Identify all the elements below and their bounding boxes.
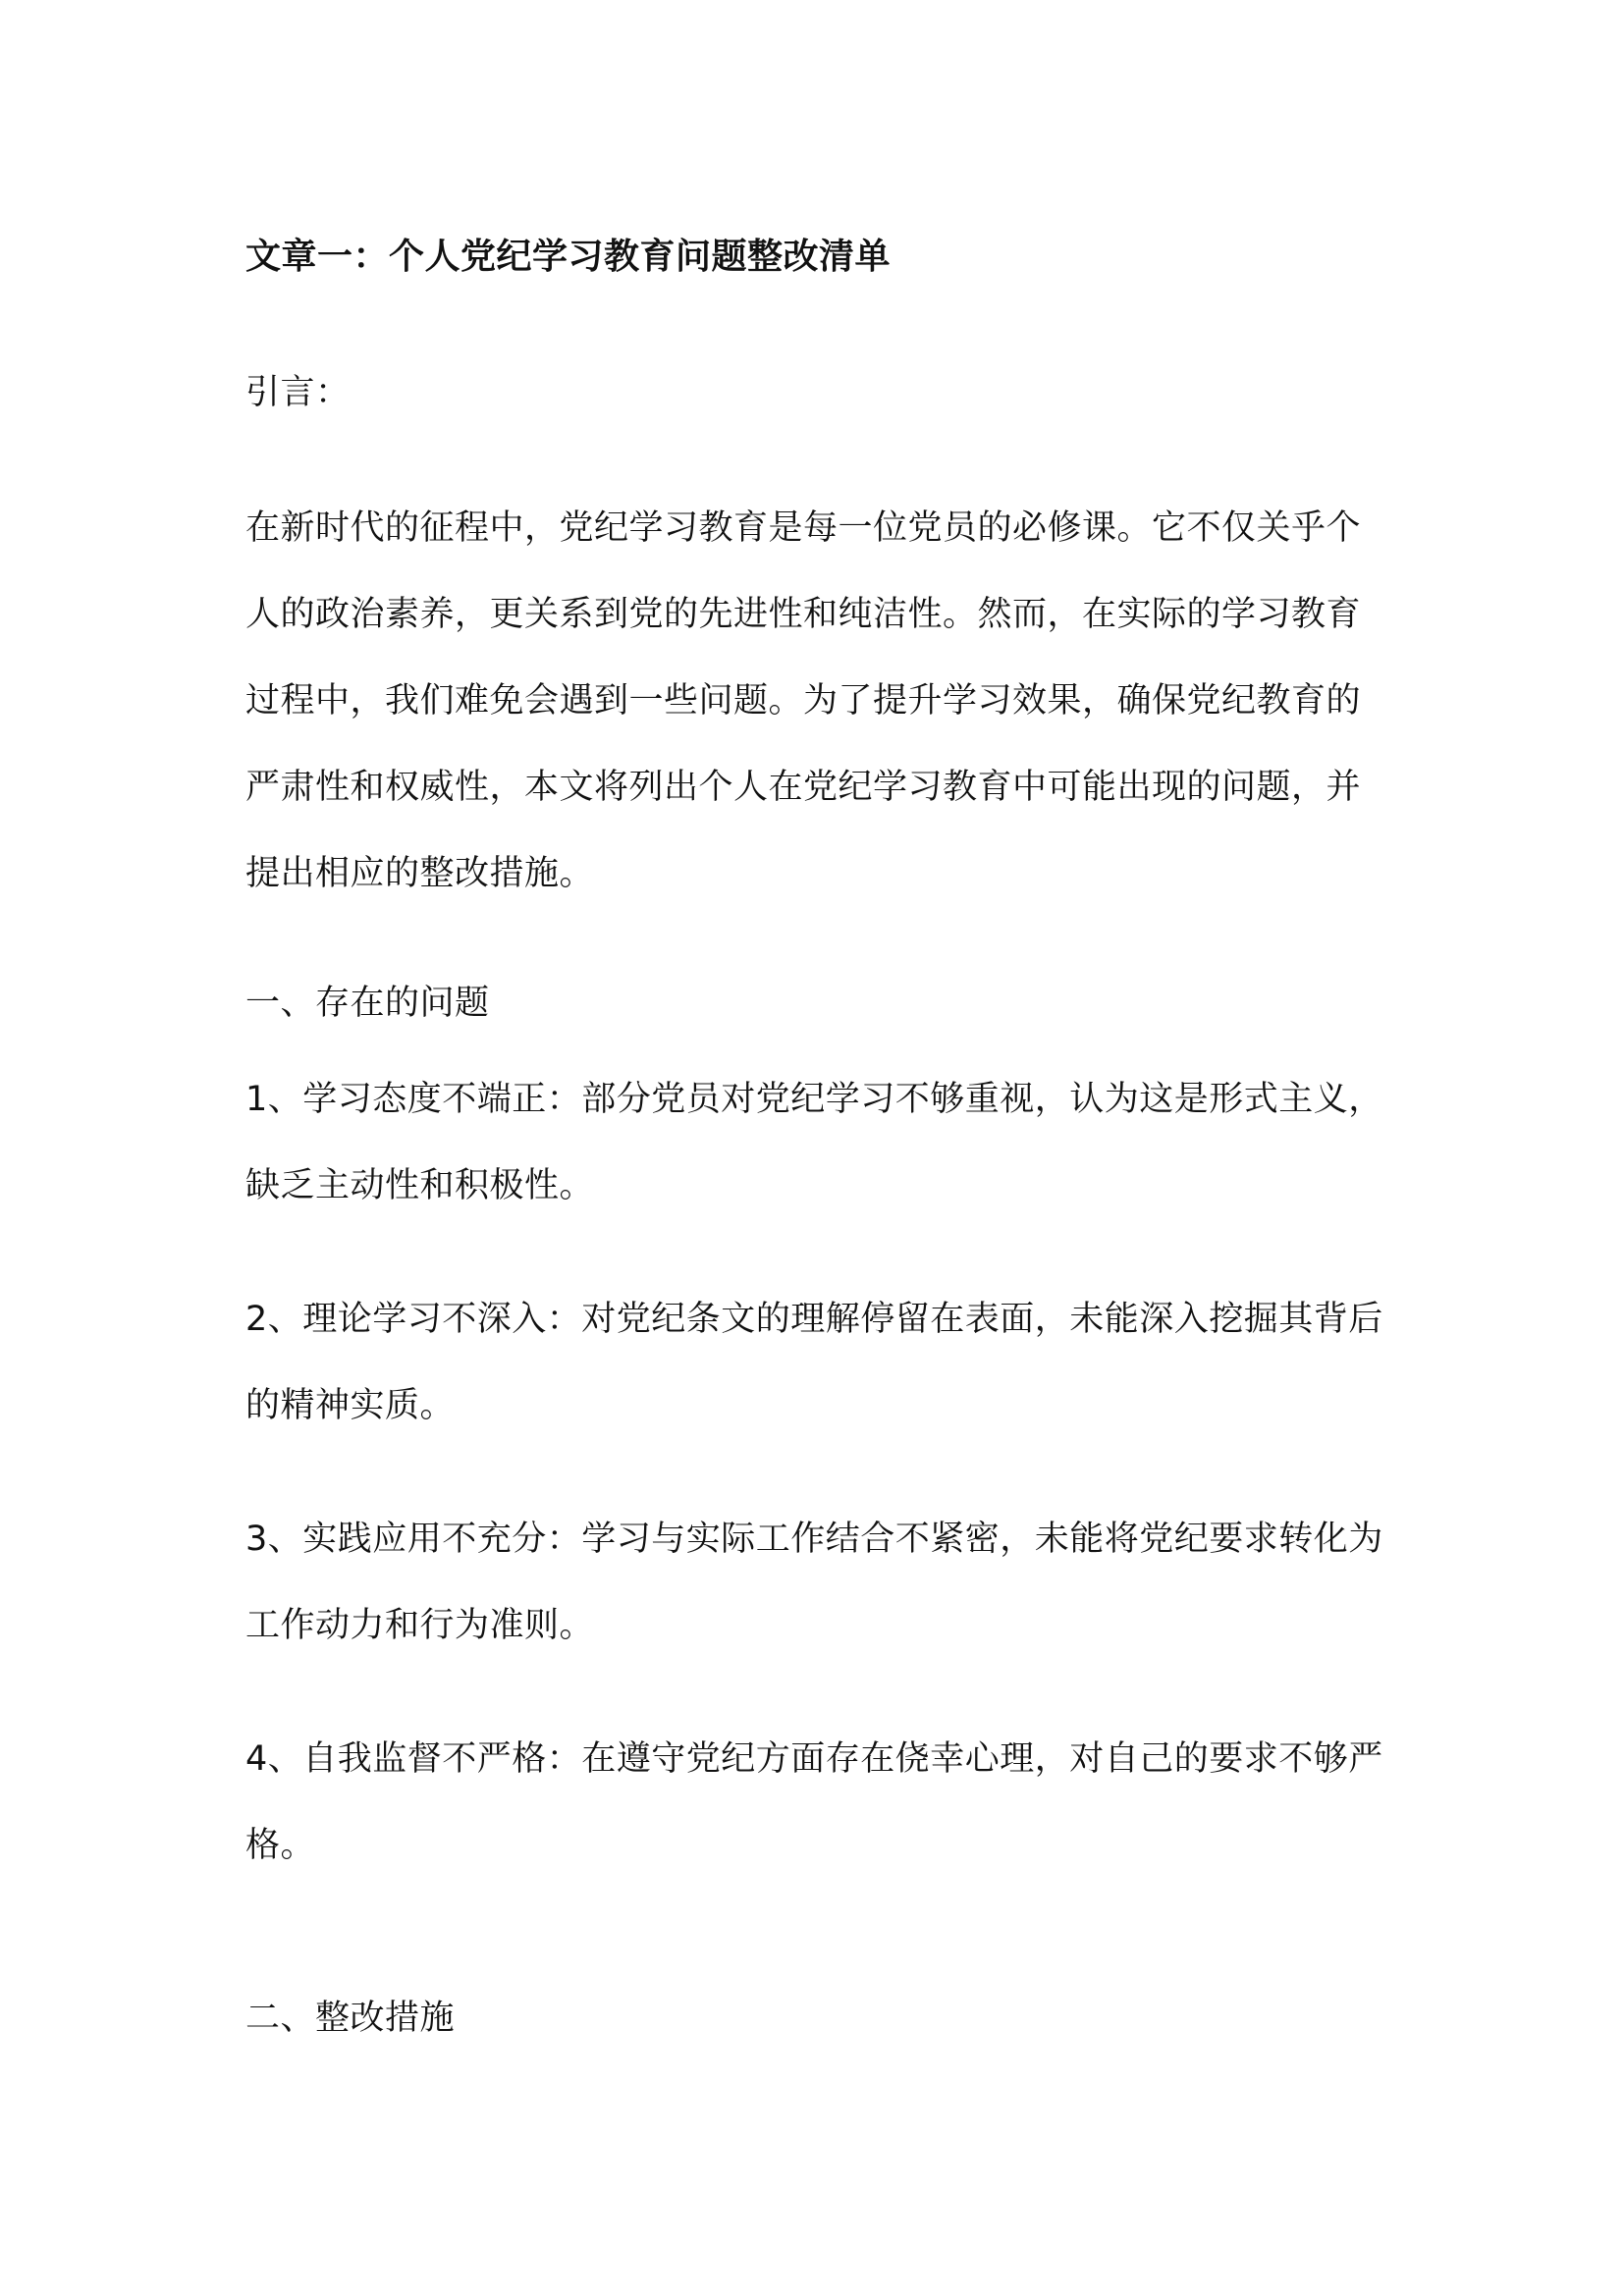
problem-item-2: 2、理论学习不深入：对党纪条文的理解停留在表面，未能深入挖掘其背后的精神实质。 [245,1300,1383,1425]
document-title: 文章一：个人党纪学习教育问题整改清单 [245,237,892,277]
problem-item-1: 1、学习态度不端正：部分党员对党纪学习不够重视，认为这是形式主义，缺乏主动性和积极性。 [245,1080,1383,1205]
intro-label: 引言： [245,373,351,412]
section-heading-measures: 二、整改措施 [245,1999,456,2038]
problem-item-3: 3、实践应用不充分：学习与实际工作结合不紧密，未能将党纪要求转化为工作动力和行为准则。 [245,1520,1383,1645]
section-heading-problems: 一、存在的问题 [245,984,490,1023]
problem-item-4: 4、自我监督不严格：在遵守党纪方面存在侥幸心理，对自己的要求不够严格。 [245,1739,1383,1865]
intro-paragraph: 在新时代的征程中，党纪学习教育是每一位党员的必修课。它不仅关乎个人的政治素养，更关系到党的先进性和纯洁性。然而，在实际的学习教育过程中，我们难免会遇到一些问题。为了提升学习效果，确保党纪教育的严肃性和权威性，本文将列出个人在党纪学习教育中可能出现的问题，并提出相应的整改措施。 [245,508,1362,893]
